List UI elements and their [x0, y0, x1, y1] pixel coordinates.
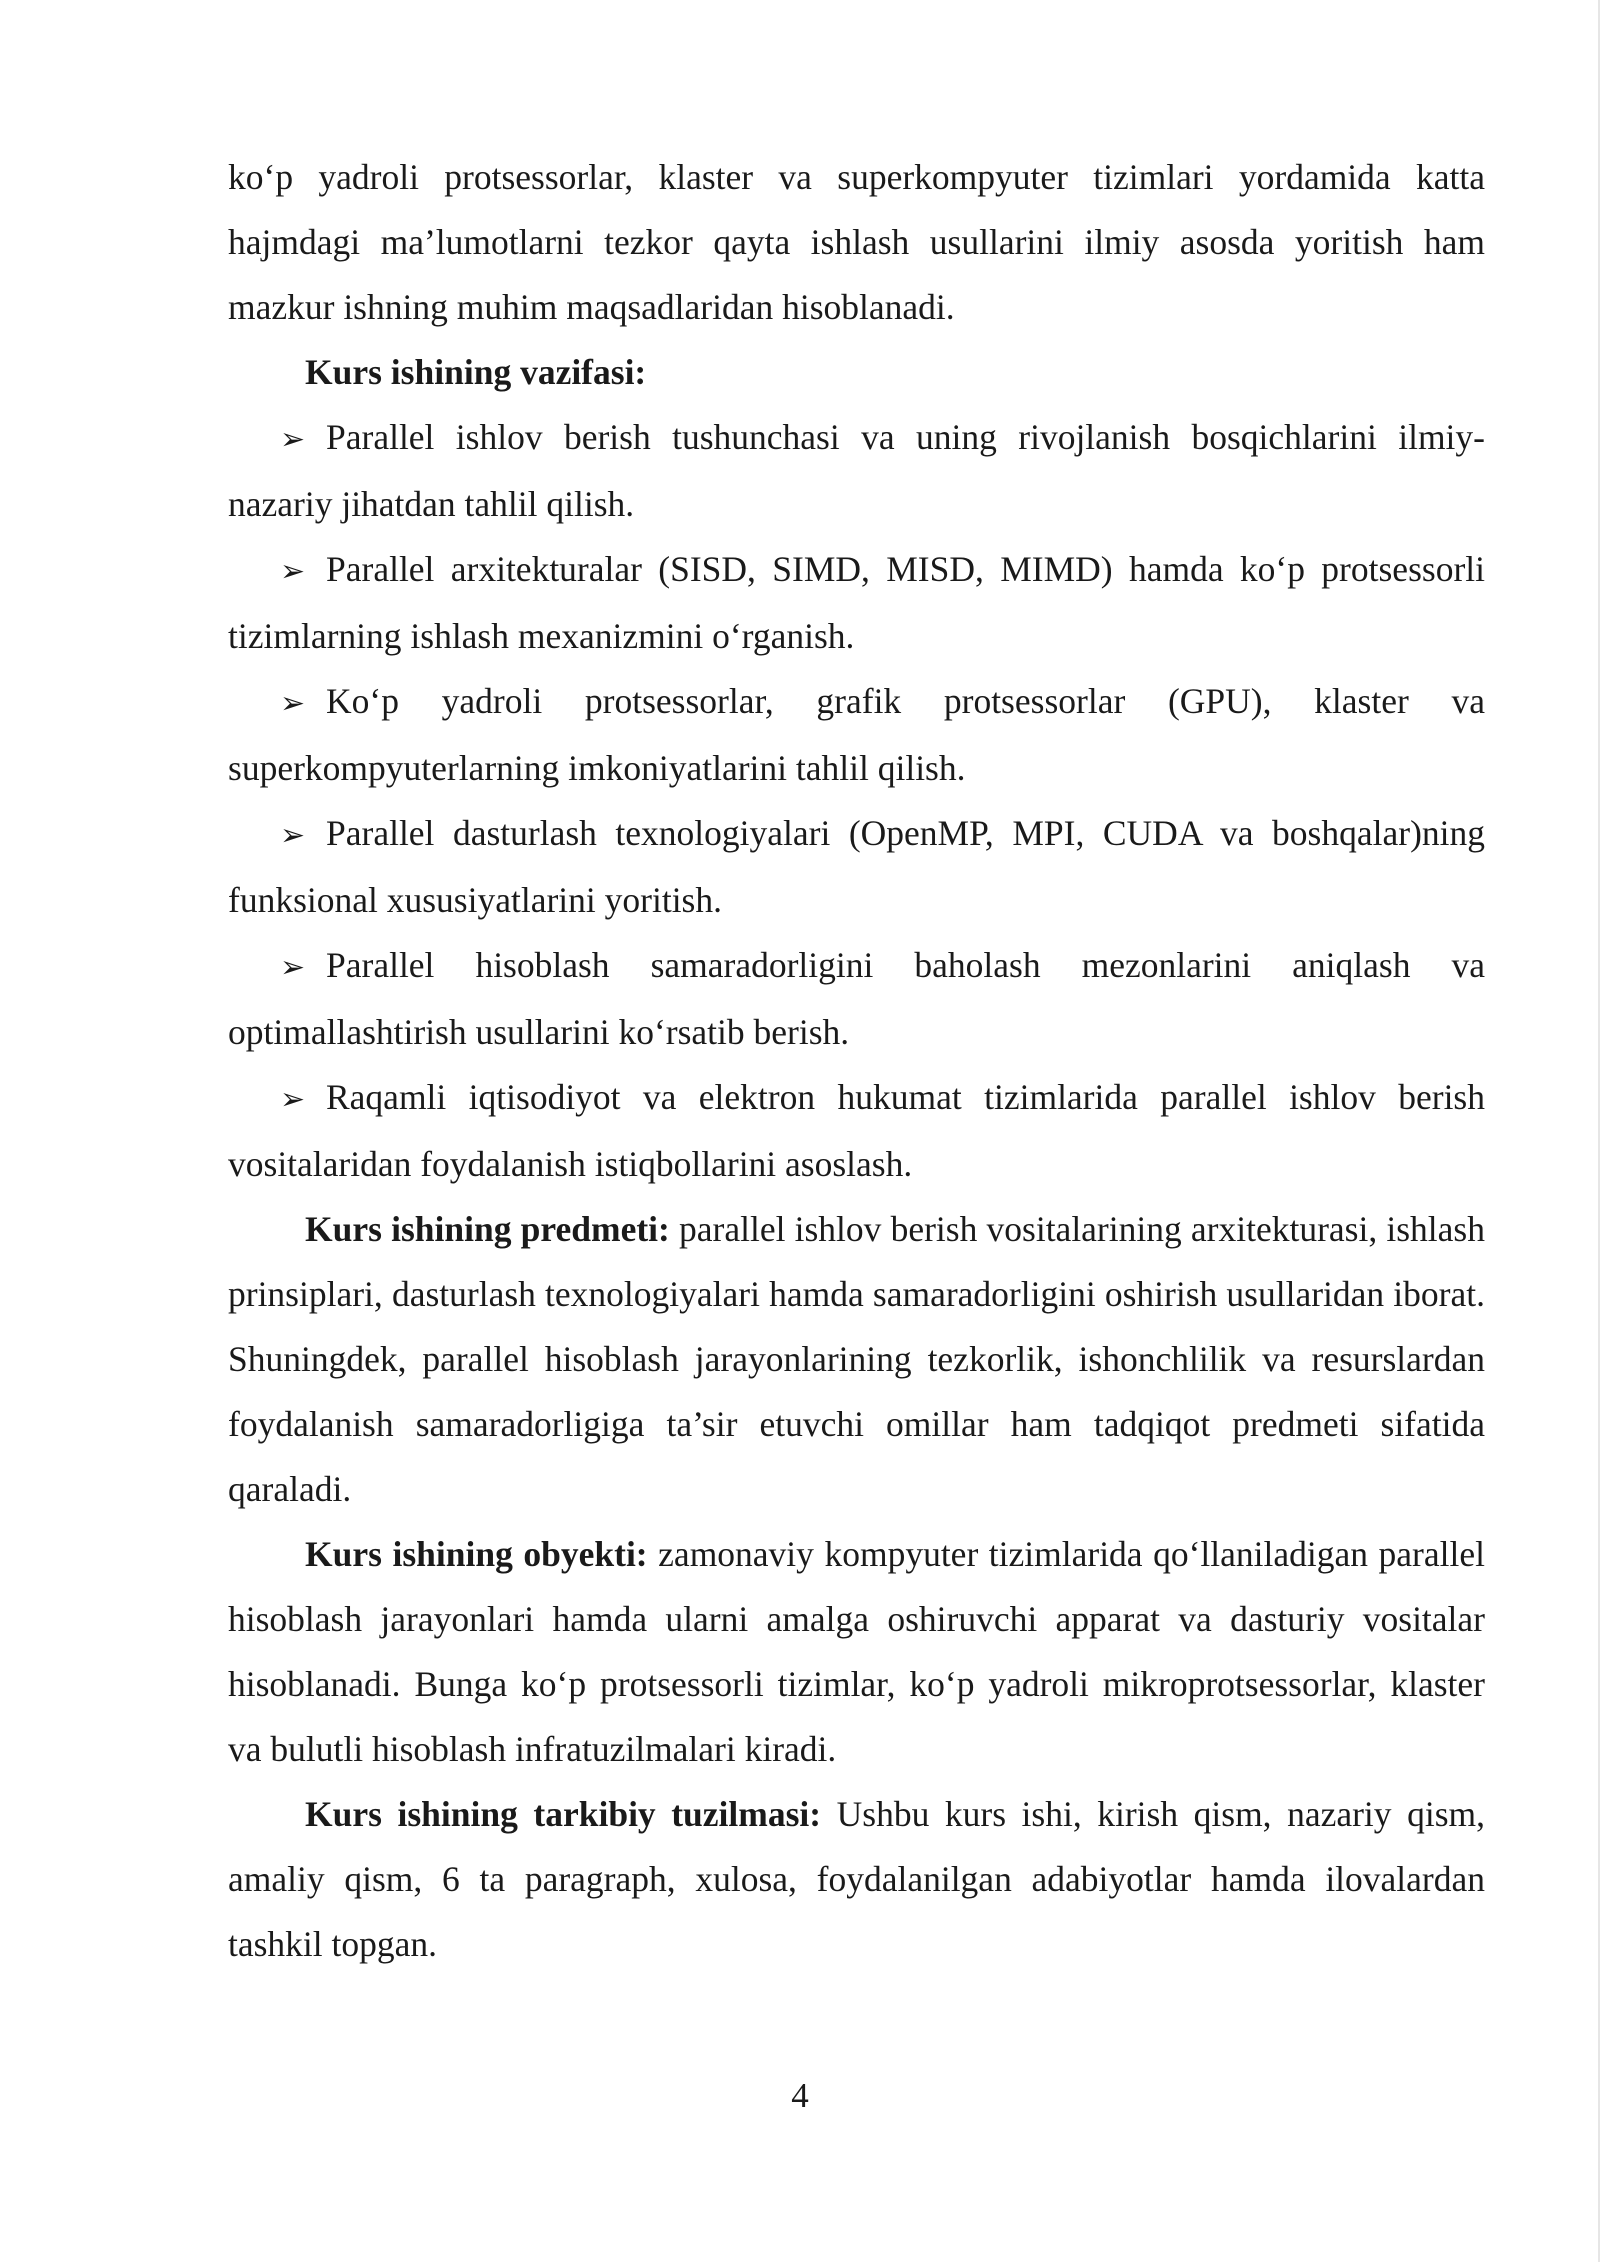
- task-list-item: [228, 537, 1485, 669]
- page-body: [228, 145, 1485, 1977]
- task-list-item: [228, 801, 1485, 933]
- task-text: Parallel arxitekturalar (SISD, SIMD, MISD, MIMD) hamda ko‘p protsessorli tizimlarning ishlash mexanizmini o‘rganish.: [228, 549, 1485, 656]
- object-label: Kurs ishining obyekti:: [305, 1534, 648, 1574]
- task-text: Parallel hisoblash samaradorligini baholash mezonlarini aniqlash va optimallashtirish usullarini ko‘rsatib berish.: [228, 945, 1485, 1052]
- task-text: Parallel ishlov berish tushunchasi va uning rivojlanish bosqichlarini ilmiy-nazariy jihatdan tahlil qilish.: [228, 417, 1485, 524]
- task-list-item: [228, 405, 1485, 537]
- task-list-item: [228, 933, 1485, 1065]
- object-paragraph: [228, 1522, 1485, 1782]
- subject-label: Kurs ishining predmeti:: [305, 1209, 670, 1249]
- arrowhead-bullet-icon: ➢: [280, 555, 306, 588]
- arrowhead-bullet-icon: ➢: [280, 423, 306, 456]
- arrowhead-bullet-icon: ➢: [280, 1083, 306, 1116]
- structure-label: Kurs ishining tarkibiy tuzilmasi:: [305, 1794, 822, 1834]
- task-text: Parallel dasturlash texnologiyalari (OpenMP, MPI, CUDA va boshqalar)ning funksional xususiyatlarini yoritish.: [228, 813, 1485, 920]
- structure-text: Ushbu kurs ishi, kirish qism, nazariy qism, amaliy qism, 6 ta paragraph, xulosa, foydalanilgan adabiyotlar hamda ilovalardan tashkil topgan.: [228, 1794, 1486, 1964]
- tasks-heading: [228, 340, 1485, 405]
- task-text: Raqamli iqtisodiyot va elektron hukumat tizimlarida parallel ishlov berish vositalaridan foydalanish istiqbollarini asoslash.: [228, 1077, 1485, 1184]
- task-text: Ko‘p yadroli protsessorlar, grafik protsessorlar (GPU), klaster va superkompyuterlarning imkoniyatlarini tahlil qilish.: [228, 681, 1485, 788]
- arrowhead-bullet-icon: ➢: [280, 951, 306, 984]
- object-text: zamonaviy kompyuter tizimlarida qo‘llaniladigan parallel hisoblash jarayonlari hamda ularni amalga oshiruvchi apparat va dasturiy vositalar hisoblanadi. Bunga ko‘p protsessorli tizimlar, ko‘p yadroli mikroprotsessorlar, klaster va bulutli hisoblash infratuzilmalari kiradi.: [228, 1534, 1485, 1769]
- subject-paragraph: [228, 1197, 1485, 1522]
- task-list-item: [228, 1065, 1485, 1197]
- arrowhead-bullet-icon: ➢: [280, 687, 306, 720]
- tasks-heading-label: Kurs ishining vazifasi:: [305, 352, 647, 392]
- task-list-item: [228, 669, 1485, 801]
- structure-paragraph: [228, 1782, 1485, 1977]
- arrowhead-bullet-icon: ➢: [280, 819, 306, 852]
- intro-continuation-paragraph: ko‘p yadroli protsessorlar, klaster va superkompyuter tizimlari yordamida katta hajmdagi ma’lumotlarni tezkor qayta ishlash usullarini ilmiy asosda yoritish ham mazkur ishning muhim maqsadlaridan hisoblanadi.: [228, 157, 1485, 327]
- page-number: 4: [791, 2076, 809, 2115]
- subject-text: parallel ishlov berish vositalarining arxitekturasi, ishlash prinsiplari, dasturlash texnologiyalari hamda samaradorligini oshirish usullaridan iborat. Shuningdek, parallel hisoblash jarayonlarining tezkorlik, ishonchlilik va resurslardan foydalanish samaradorligiga ta’sir etuvchi omillar ham tadqiqot predmeti sifatida qaraladi.: [228, 1209, 1485, 1509]
